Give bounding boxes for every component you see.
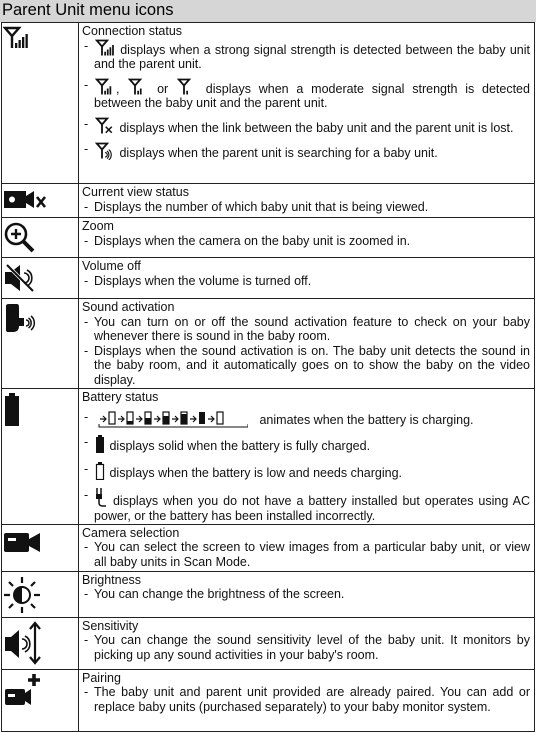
row-title: Sensitivity xyxy=(82,618,139,633)
item-text: You can turn on or off the sound activation feature to check on your baby whenever there is sound in the baby room. xyxy=(94,314,530,344)
list-item xyxy=(82,344,530,388)
table-row xyxy=(2,184,535,218)
volume-off-icon xyxy=(3,261,37,295)
list-item xyxy=(82,39,530,72)
table-row xyxy=(2,388,535,524)
icon-cell xyxy=(2,184,79,218)
row-title: Camera selection xyxy=(82,525,180,540)
icon-cell xyxy=(2,258,79,299)
signal-lost-icon xyxy=(95,117,115,135)
sensitivity-icon xyxy=(3,621,43,665)
item-text: displays when you do not have a battery installed but operates using AC power, or the battery has been installed incorrectly. xyxy=(94,494,530,523)
item-text: displays when a moderate signal strength is detected between the baby unit and the parent unit. xyxy=(94,81,530,111)
brightness-icon xyxy=(3,575,41,615)
battery-full-small-icon xyxy=(95,435,105,453)
list-item xyxy=(82,117,530,136)
list-item xyxy=(82,274,530,289)
ac-power-plug-icon xyxy=(95,488,107,508)
text-cell xyxy=(79,218,535,258)
row-title: Current view status xyxy=(82,185,189,199)
item-text: displays solid when the battery is fully charged. xyxy=(109,439,371,454)
battery-empty-icon xyxy=(95,462,105,480)
camera-selection-icon xyxy=(3,528,43,558)
icon-cell xyxy=(2,23,79,184)
list-item xyxy=(82,540,530,569)
text-cell xyxy=(79,23,535,184)
item-text: displays when a strong signal strength is detected between the baby unit and the parent unit. xyxy=(94,42,530,72)
zoom-icon xyxy=(3,221,37,253)
item-text: displays when the parent unit is searching for a baby unit. xyxy=(119,145,438,160)
text-cell xyxy=(79,258,535,299)
table-row xyxy=(2,23,535,184)
row-title: Volume off xyxy=(82,259,141,273)
item-text: Displays when the sound activation is on. The baby unit detects the sound in the baby room, and it automatically goes on to show the baby on the video display. xyxy=(94,343,530,387)
row-title: Brightness xyxy=(82,572,142,587)
item-text: animates when the battery is charging. xyxy=(259,413,474,428)
icon-cell xyxy=(2,524,79,571)
icon-cell xyxy=(2,571,79,617)
signal-searching-icon xyxy=(95,142,115,160)
text-cell xyxy=(79,571,535,617)
item-text: Displays when the volume is turned off. xyxy=(94,273,312,288)
table-row xyxy=(2,258,535,299)
item-text: Displays when the camera on the baby unit is zoomed in. xyxy=(94,233,411,248)
icon-cell xyxy=(2,617,79,669)
text-cell xyxy=(79,617,535,669)
icon-cell xyxy=(2,218,79,258)
text-cell xyxy=(79,184,535,218)
table-row xyxy=(2,299,535,389)
list-item xyxy=(82,200,530,215)
item-text: You can change the brightness of the screen. xyxy=(94,587,345,602)
list-item xyxy=(82,410,530,428)
battery-charging-sequence-icon xyxy=(98,410,248,428)
list-item xyxy=(82,142,530,161)
table-row xyxy=(2,669,535,731)
icon-cell xyxy=(2,669,79,731)
list-item xyxy=(82,234,530,249)
item-text: displays when the battery is low and needs charging. xyxy=(109,465,403,480)
item-text: You can change the sound sensitivity level of the baby unit. It monitors by picking up any sound activities in your baby's room. xyxy=(94,633,530,662)
item-text: You can select the screen to view images from a particular baby unit, or view all baby units in Scan Mode. xyxy=(94,540,530,569)
text-cell xyxy=(79,524,535,571)
row-title: Battery status xyxy=(82,389,159,404)
sound-activation-icon xyxy=(3,302,37,336)
signal-moderate-1-icon xyxy=(177,78,197,96)
header-bar xyxy=(0,0,536,22)
row-title: Zoom xyxy=(82,219,114,233)
pairing-icon xyxy=(3,673,43,711)
icon-cell xyxy=(2,388,79,524)
list-item xyxy=(82,587,530,602)
separator-comma: , xyxy=(116,81,120,96)
list-item xyxy=(82,633,530,662)
list-item xyxy=(82,435,530,454)
signal-strength-icon xyxy=(3,26,29,50)
signal-moderate-2-icon xyxy=(128,78,148,96)
item-text: displays when the link between the baby unit and the parent unit is lost. xyxy=(119,120,514,135)
item-text: The baby unit and parent unit provided are already paired. You can add or replace baby units (purchased separately) to your baby monitor system. xyxy=(94,685,530,714)
separator-or: or xyxy=(157,81,169,96)
icons-table xyxy=(1,22,535,732)
list-item xyxy=(82,685,530,714)
row-title: Connection status xyxy=(82,24,183,38)
list-item xyxy=(82,462,530,481)
icon-cell xyxy=(2,299,79,389)
table-row xyxy=(2,617,535,669)
row-title: Sound activation xyxy=(82,300,175,314)
text-cell xyxy=(79,299,535,389)
text-cell xyxy=(79,388,535,524)
page-title: Parent Unit menu icons xyxy=(2,1,174,19)
list-item xyxy=(82,78,530,111)
camera-view-icon xyxy=(3,187,47,213)
signal-moderate-3-icon xyxy=(95,78,115,96)
signal-strong-icon xyxy=(95,39,115,57)
table-row xyxy=(2,218,535,258)
row-title: Pairing xyxy=(82,670,121,685)
text-cell xyxy=(79,669,535,731)
table-row xyxy=(2,571,535,617)
list-item xyxy=(82,315,530,344)
battery-full-icon xyxy=(3,392,23,428)
item-text: Displays the number of which baby unit that is being viewed. xyxy=(94,199,429,214)
table-row xyxy=(2,524,535,571)
list-item xyxy=(82,488,530,523)
